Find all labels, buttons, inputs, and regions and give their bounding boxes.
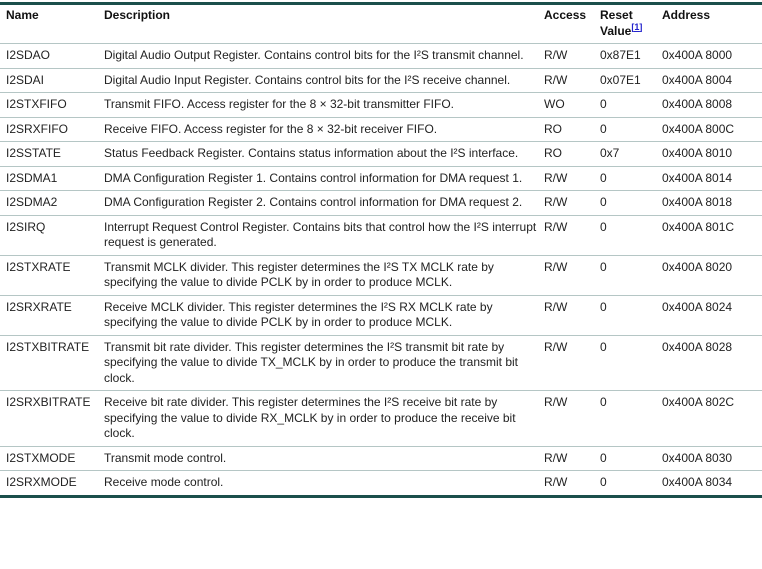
table-row xyxy=(0,295,762,335)
register-address: 0x400A 8034 xyxy=(662,471,762,497)
register-description: Receive bit rate divider. This register determines the I²S receive bit rate by specifying the value to divide RX_MCLK by in order to produce the receive bit clock. xyxy=(104,391,544,447)
register-access: R/W xyxy=(544,44,600,69)
register-reset-value: 0 xyxy=(600,166,662,191)
register-name: I2SDAO xyxy=(0,44,104,69)
register-description: Receive FIFO. Access register for the 8 × 32-bit receiver FIFO. xyxy=(104,117,544,142)
register-reset-value: 0 xyxy=(600,215,662,255)
register-name: I2SSTATE xyxy=(0,142,104,167)
register-description: Receive MCLK divider. This register determines the I²S RX MCLK rate by specifying the value to divide PCLK by in order to produce MCLK. xyxy=(104,295,544,335)
register-reset-value: 0 xyxy=(600,191,662,216)
register-reset-value: 0 xyxy=(600,335,662,391)
table-row xyxy=(0,142,762,167)
table-row xyxy=(0,391,762,447)
footnote-1-link[interactable]: [1] xyxy=(631,21,643,32)
register-access: R/W xyxy=(544,255,600,295)
table-row xyxy=(0,68,762,93)
register-description: Transmit MCLK divider. This register determines the I²S TX MCLK rate by specifying the value to divide PCLK by in order to produce MCLK. xyxy=(104,255,544,295)
header-row xyxy=(0,4,762,44)
register-access: WO xyxy=(544,93,600,118)
register-access: R/W xyxy=(544,391,600,447)
table-row xyxy=(0,166,762,191)
register-access: R/W xyxy=(544,295,600,335)
table-row xyxy=(0,446,762,471)
register-reset-value: 0 xyxy=(600,295,662,335)
register-reset-value: 0 xyxy=(600,117,662,142)
register-address: 0x400A 801C xyxy=(662,215,762,255)
register-name: I2SIRQ xyxy=(0,215,104,255)
register-description: Digital Audio Output Register. Contains control bits for the I²S transmit channel. xyxy=(104,44,544,69)
register-access: R/W xyxy=(544,335,600,391)
table-header xyxy=(0,4,762,44)
register-access: R/W xyxy=(544,471,600,497)
register-name: I2SRXMODE xyxy=(0,471,104,497)
register-description: Status Feedback Register. Contains status information about the I²S interface. xyxy=(104,142,544,167)
register-address: 0x400A 8004 xyxy=(662,68,762,93)
register-reset-value: 0 xyxy=(600,471,662,497)
table-row xyxy=(0,44,762,69)
table-row xyxy=(0,255,762,295)
register-description: Transmit bit rate divider. This register determines the I²S transmit bit rate by specifying the value to divide TX_MCLK by in order to produce the transmit bit clock. xyxy=(104,335,544,391)
table-row xyxy=(0,191,762,216)
register-address: 0x400A 8024 xyxy=(662,295,762,335)
table-row xyxy=(0,93,762,118)
register-description: DMA Configuration Register 1. Contains control information for DMA request 1. xyxy=(104,166,544,191)
register-address: 0x400A 802C xyxy=(662,391,762,447)
register-description-table xyxy=(0,2,762,498)
register-access: RO xyxy=(544,142,600,167)
register-reset-value: 0 xyxy=(600,93,662,118)
register-address: 0x400A 8000 xyxy=(662,44,762,69)
register-name: I2SRXRATE xyxy=(0,295,104,335)
column-header-name: Name xyxy=(6,8,39,22)
register-name: I2SDMA2 xyxy=(0,191,104,216)
register-address: 0x400A 8008 xyxy=(662,93,762,118)
column-header-address: Address xyxy=(662,8,711,22)
register-name: I2STXRATE xyxy=(0,255,104,295)
reset-value-label: Reset Value xyxy=(600,8,633,38)
table-row xyxy=(0,335,762,391)
register-name: I2SRXFIFO xyxy=(0,117,104,142)
register-address: 0x400A 8028 xyxy=(662,335,762,391)
register-address: 0x400A 8018 xyxy=(662,191,762,216)
register-name: I2STXBITRATE xyxy=(0,335,104,391)
register-access: R/W xyxy=(544,215,600,255)
column-header-reset-value xyxy=(600,4,662,44)
register-description: Interrupt Request Control Register. Contains bits that control how the I²S interrupt request is generated. xyxy=(104,215,544,255)
register-name: I2SRXBITRATE xyxy=(0,391,104,447)
register-address: 0x400A 8030 xyxy=(662,446,762,471)
register-table-body xyxy=(0,44,762,497)
register-reset-value: 0 xyxy=(600,255,662,295)
register-reset-value: 0x07E1 xyxy=(600,68,662,93)
register-name: I2STXFIFO xyxy=(0,93,104,118)
register-access: R/W xyxy=(544,166,600,191)
register-access: R/W xyxy=(544,191,600,216)
column-header-description: Description xyxy=(104,8,171,22)
table-row xyxy=(0,117,762,142)
register-name: I2SDMA1 xyxy=(0,166,104,191)
register-description: Transmit mode control. xyxy=(104,446,544,471)
register-reset-value: 0 xyxy=(600,446,662,471)
register-reset-value: 0x87E1 xyxy=(600,44,662,69)
column-header-access: Access xyxy=(544,8,587,22)
register-address: 0x400A 800C xyxy=(662,117,762,142)
register-name: I2SDAI xyxy=(0,68,104,93)
register-name: I2STXMODE xyxy=(0,446,104,471)
register-description: Digital Audio Input Register. Contains control bits for the I²S receive channel. xyxy=(104,68,544,93)
register-access: RO xyxy=(544,117,600,142)
table-row xyxy=(0,471,762,497)
register-description: DMA Configuration Register 2. Contains control information for DMA request 2. xyxy=(104,191,544,216)
register-description: Receive mode control. xyxy=(104,471,544,497)
register-address: 0x400A 8020 xyxy=(662,255,762,295)
register-address: 0x400A 8010 xyxy=(662,142,762,167)
register-address: 0x400A 8014 xyxy=(662,166,762,191)
register-access: R/W xyxy=(544,68,600,93)
table-row xyxy=(0,215,762,255)
register-access: R/W xyxy=(544,446,600,471)
register-reset-value: 0x7 xyxy=(600,142,662,167)
register-reset-value: 0 xyxy=(600,391,662,447)
register-description: Transmit FIFO. Access register for the 8 × 32-bit transmitter FIFO. xyxy=(104,93,544,118)
